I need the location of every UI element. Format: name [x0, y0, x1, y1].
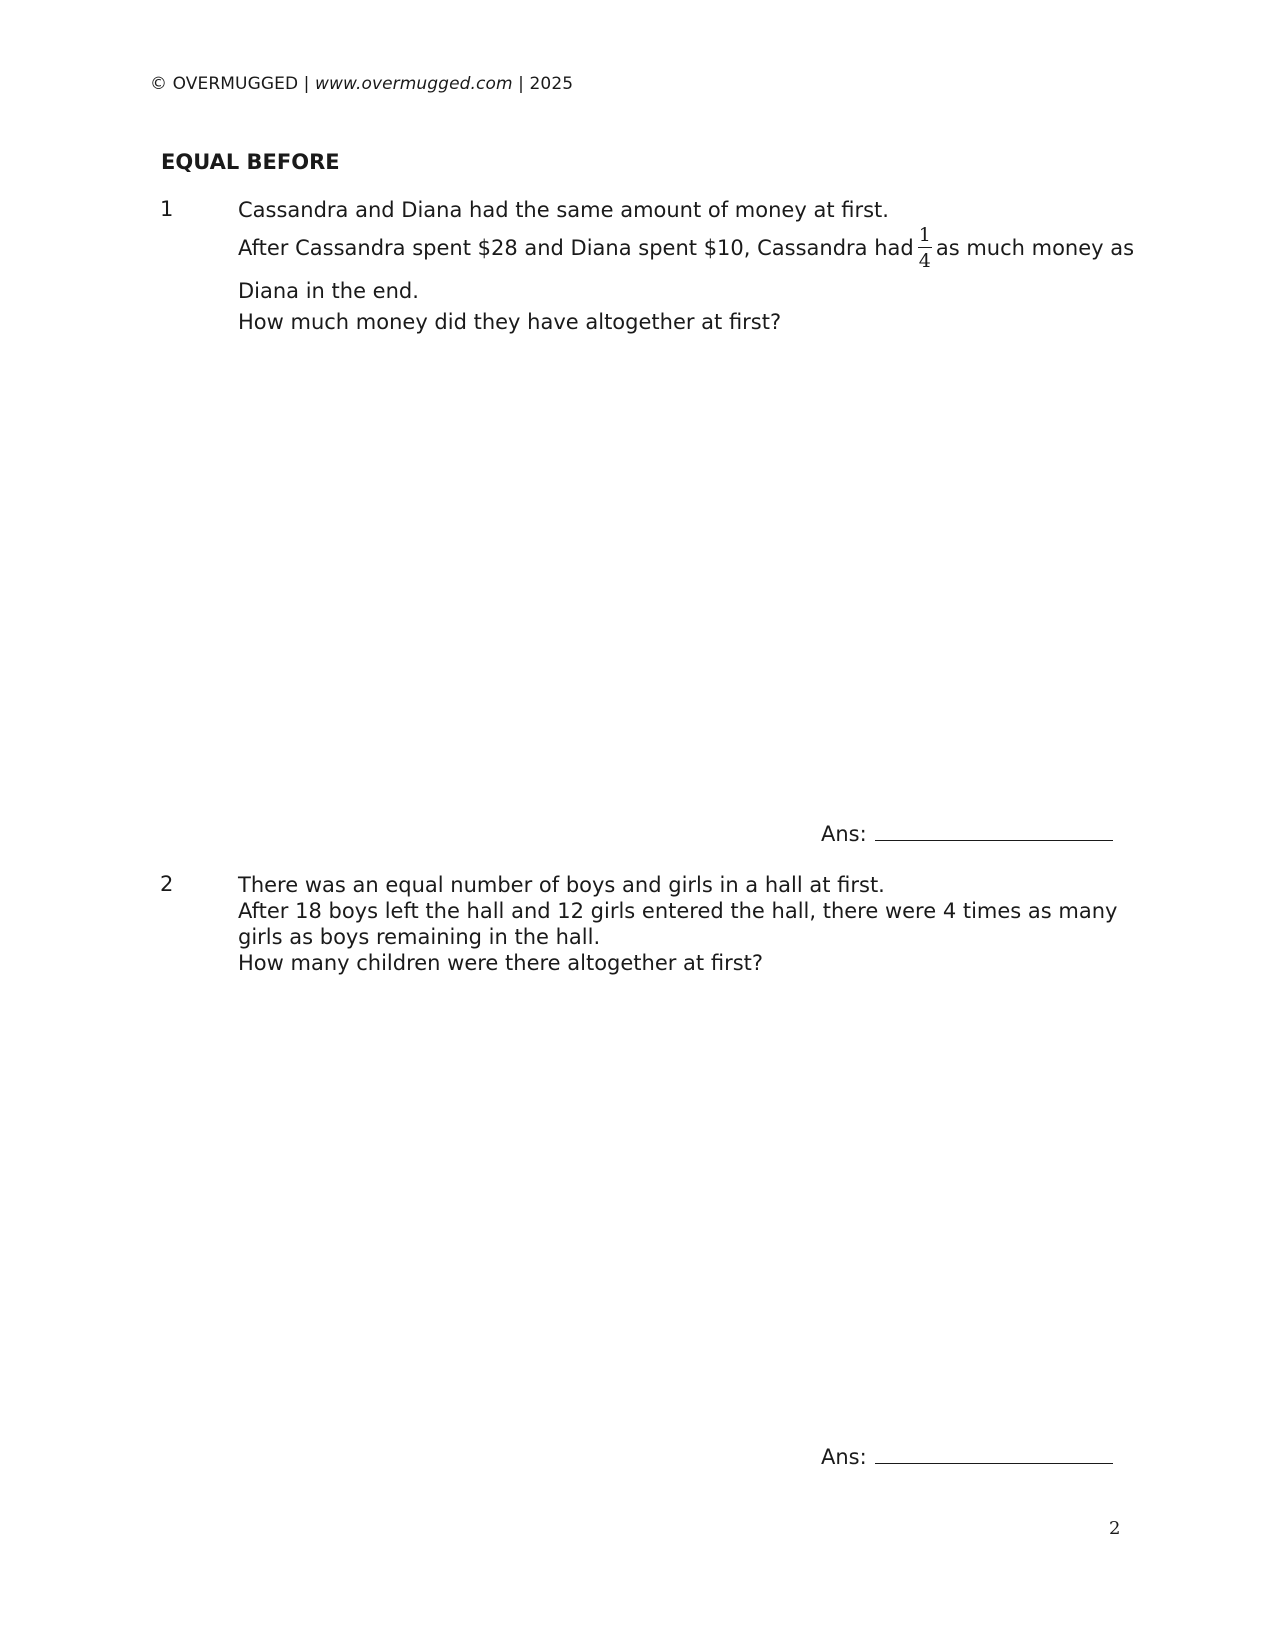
fraction-denominator: 4 [918, 250, 931, 272]
question-1-answer [821, 820, 1113, 846]
fraction-numerator: 1 [918, 224, 931, 246]
answer-label: Ans: [821, 822, 867, 846]
section-title: EQUAL BEFORE [161, 150, 340, 174]
question-2-text [238, 872, 1118, 976]
copyright-text: © OVERMUGGED [150, 74, 299, 94]
question-1-line-3: Diana in the end. [238, 279, 419, 303]
header-separator: | [298, 74, 316, 94]
question-1-line-2-before: After Cassandra spent $28 and Diana spent $10, Cassandra had [238, 236, 914, 260]
question-1-line-2 [238, 224, 1135, 272]
fraction [918, 225, 932, 271]
year-text: 2025 [529, 74, 574, 94]
question-2-line-4: How many children were there altogether at first? [238, 951, 764, 975]
question-2-line-2: After 18 boys left the hall and 12 girls entered the hall, there were 4 times as many [238, 899, 1118, 923]
question-1-line-1: Cassandra and Diana had the same amount of money at first. [238, 198, 889, 222]
page-number: 2 [1109, 1518, 1121, 1539]
question-2-line-3: girls as boys remaining in the hall. [238, 925, 601, 949]
question-2-answer [821, 1443, 1113, 1469]
question-1-number: 1 [160, 197, 174, 221]
question-1-line-2-after: as much money as [935, 236, 1135, 260]
answer-blank[interactable] [875, 1443, 1113, 1464]
question-1-line-4: How much money did they have altogether at first? [238, 310, 782, 334]
header-separator: | [512, 74, 530, 94]
website-text: www.overmugged.com [315, 74, 513, 94]
question-1-text [238, 197, 1135, 336]
page-header [150, 74, 573, 94]
answer-label: Ans: [821, 1445, 867, 1469]
question-2-number: 2 [160, 872, 174, 896]
question-2-line-1: There was an equal number of boys and girls in a hall at first. [238, 873, 885, 897]
fraction-bar [918, 247, 932, 248]
answer-blank[interactable] [875, 820, 1113, 841]
